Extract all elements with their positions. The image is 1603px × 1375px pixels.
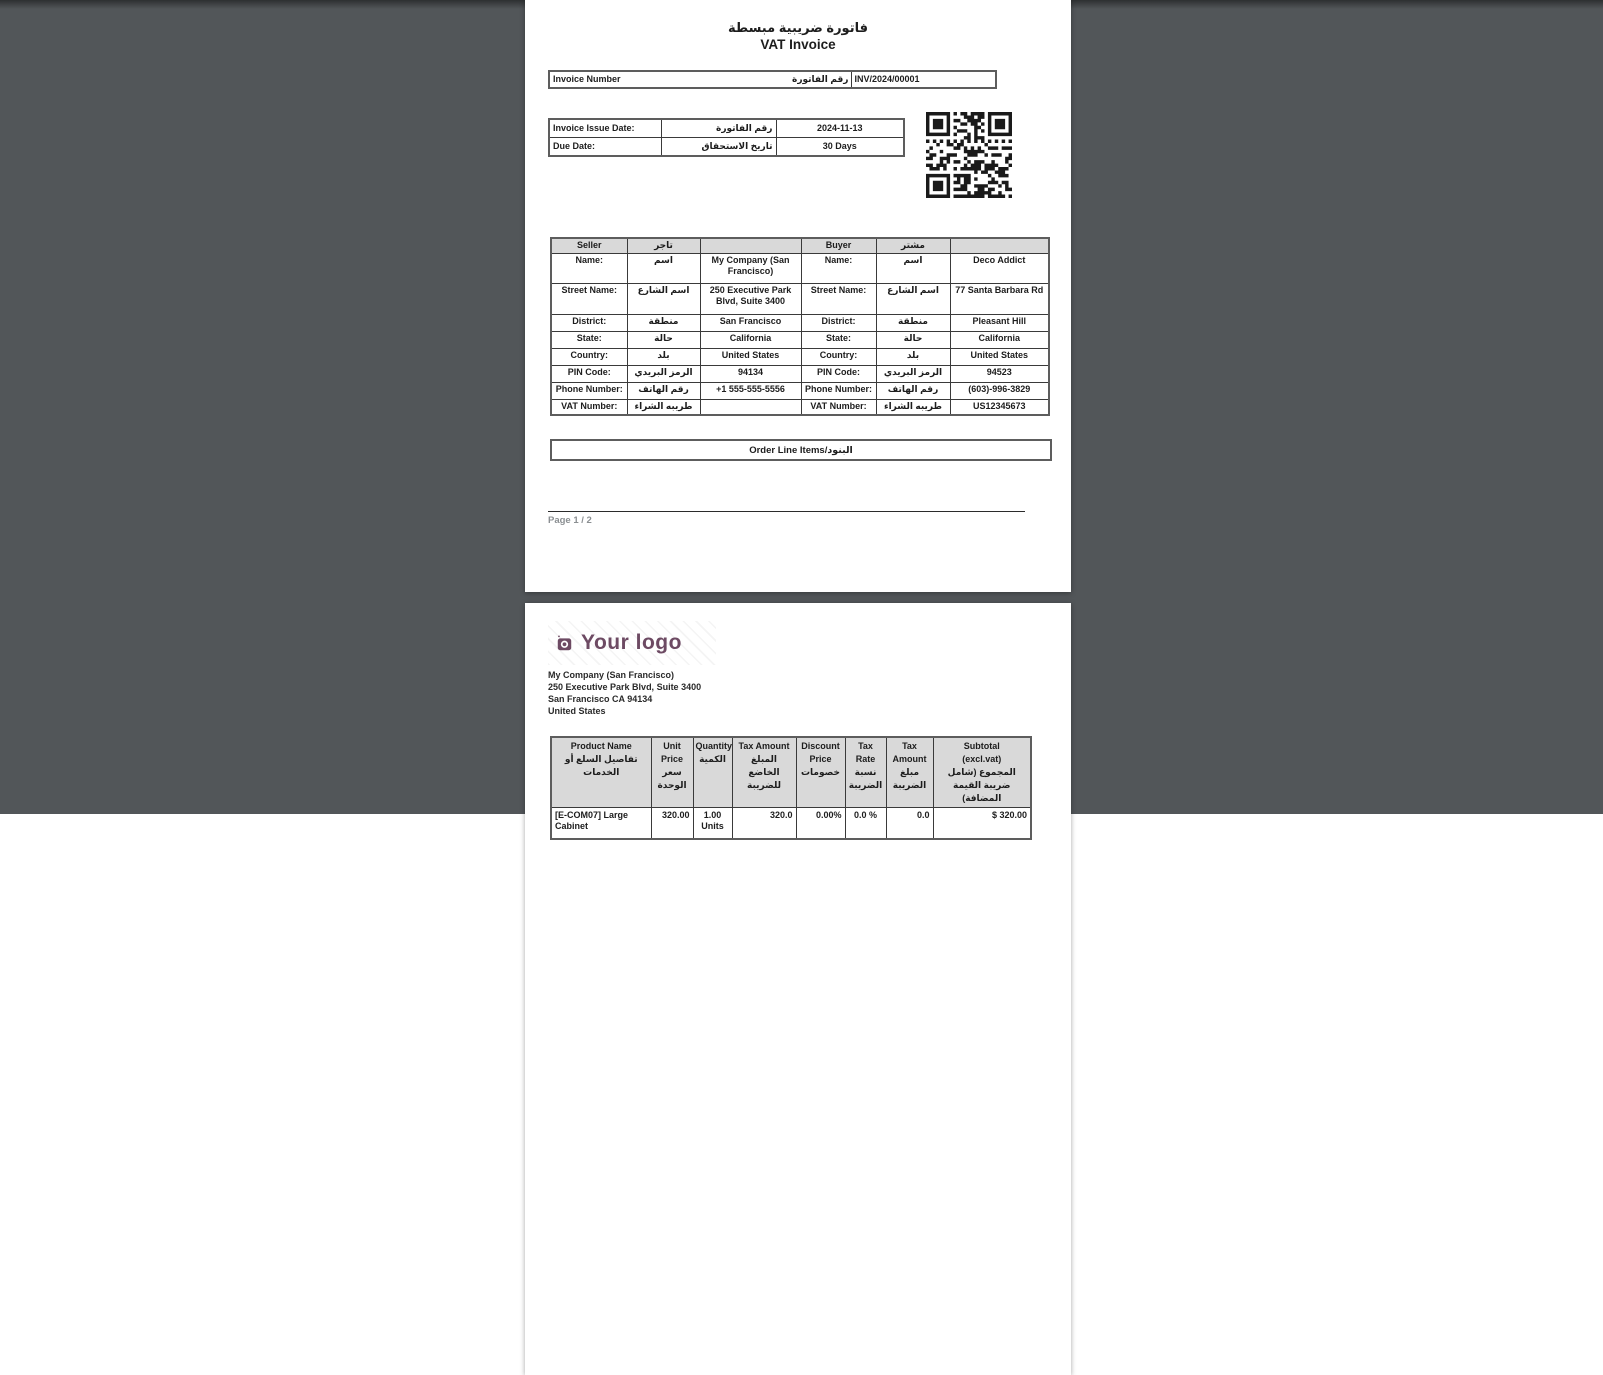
party-label: Name: [801,253,876,283]
party-label: Name: [551,253,627,283]
buyer-header-en: Buyer [801,238,876,253]
party-row-pin [551,365,1049,382]
line-product: [E-COM07] Large Cabinet [551,808,651,840]
party-header-row [551,238,1049,253]
seller-value [700,399,801,415]
line-unit-price: 320.00 [651,808,693,840]
seller-value: +1 555-555-5556 [700,382,801,399]
order-line-row [551,808,1031,840]
party-label-ar: الرمز البريدي [876,365,950,382]
seller-value: My Company (San Francisco) [700,253,801,283]
pdf-page-1 [525,0,1071,592]
party-label-ar: طريبه الشراء [627,399,700,415]
order-line-items-header: Order Line Items/البنود [550,439,1052,461]
issue-date-label-en: Invoice Issue Date: [549,119,661,138]
buyer-value: Deco Addict [950,253,1049,283]
seller-header-ar: تاجر [627,238,700,253]
col-subtotal: Subtotal (excl.vat) المجموع (شامل ضريبة القيمة المضافة) [933,737,1031,808]
due-date-label-en: Due Date: [549,138,661,157]
party-label: VAT Number: [801,399,876,415]
seller-header-spacer [700,238,801,253]
buyer-value: California [950,331,1049,348]
party-label: District: [551,314,627,331]
party-row-street [551,283,1049,314]
party-label: Street Name: [551,283,627,314]
col-discount-price: Discount Price خصومات [796,737,845,808]
due-date-row [549,138,904,157]
buyer-header-spacer [950,238,1049,253]
seller-value: 94134 [700,365,801,382]
party-label: Street Name: [801,283,876,314]
company-address-block [548,669,701,717]
invoice-dates-table [548,118,905,157]
party-row-name [551,253,1049,283]
party-label-ar: حالة [627,331,700,348]
buyer-value: 94523 [950,365,1049,382]
party-label-ar: طريبه الشراء [876,399,950,415]
party-label: Country: [551,348,627,365]
buyer-value: (603)-996-3829 [950,382,1049,399]
col-unit-price: Unit Price سعر الوحدة [651,737,693,808]
party-label-ar: منطقة [627,314,700,331]
line-tax-rate: 0.0 % [845,808,886,840]
party-label: PIN Code: [801,365,876,382]
party-label-ar: اسم [627,253,700,283]
line-tax-amount: 0.0 [886,808,933,840]
col-tax-rate: Tax Rate نسبة الضريبة [845,737,886,808]
logo-text: Your logo [581,631,682,654]
party-label: PIN Code: [551,365,627,382]
party-label-ar: منطقة [876,314,950,331]
company-logo [548,621,716,665]
line-quantity: 1.00 Units [693,808,732,840]
buyer-header-ar: مشتر [876,238,950,253]
party-row-vat [551,399,1049,415]
buyer-value: United States [950,348,1049,365]
party-label: Phone Number: [551,382,627,399]
party-label-ar: الرمز البريدي [627,365,700,382]
buyer-value: Pleasant Hill [950,314,1049,331]
party-label: District: [801,314,876,331]
party-label-ar: رقم الهاتف [876,382,950,399]
invoice-number-label-ar: رقم الفاتورة [792,73,849,84]
seller-value: 250 Executive Park Blvd, Suite 3400 [700,283,801,314]
due-date-label-ar: تاريخ الاستحقاق [661,138,776,157]
party-label: Country: [801,348,876,365]
party-label-ar: بلد [627,348,700,365]
buyer-value: US12345673 [950,399,1049,415]
issue-date-label-ar: رقم الفاتورة [661,119,776,138]
order-lines-header-row [551,737,1031,808]
party-label-ar: رقم الهاتف [627,382,700,399]
party-label-ar: بلد [876,348,950,365]
invoice-number-table [548,70,997,89]
footer-divider [548,511,1025,512]
party-label: State: [801,331,876,348]
page-number-indicator: Page 1 / 2 [548,515,592,526]
pdf-page-2 [525,603,1071,1375]
seller-value: San Francisco [700,314,801,331]
issue-date-value: 2024-11-13 [776,119,904,138]
party-label-ar: اسم [876,253,950,283]
party-label-ar: حالة [876,331,950,348]
party-label: VAT Number: [551,399,627,415]
company-country: United States [548,706,606,716]
col-taxable-amount: Tax Amount المبلغ الخاضع للضريبة [732,737,796,808]
party-row-country [551,348,1049,365]
col-quantity: Quantity الكمية [693,737,732,808]
seller-value: California [700,331,801,348]
col-product-name: Product Name تفاصيل السلع أو الخدمات [551,737,651,808]
qr-code [926,112,1012,198]
party-row-district [551,314,1049,331]
issue-date-row [549,119,904,138]
due-date-value: 30 Days [776,138,904,157]
party-label: State: [551,331,627,348]
order-lines-table [550,736,1032,840]
party-label: Phone Number: [801,382,876,399]
line-discount: 0.00% [796,808,845,840]
invoice-number-label-cell [549,71,851,88]
seller-header-en: Seller [551,238,627,253]
seller-buyer-table [550,237,1050,416]
invoice-number-label-en: Invoice Number [553,73,621,84]
line-taxable-amount: 320.0 [732,808,796,840]
company-city: San Francisco CA 94134 [548,694,653,704]
line-subtotal: $ 320.00 [933,808,1031,840]
company-street: 250 Executive Park Blvd, Suite 3400 [548,682,702,692]
invoice-number-value: INV/2024/00001 [851,71,996,88]
party-label-ar: اسم الشارع [627,283,700,314]
invoice-title-arabic: فاتورة ضريبية مبسطة [728,20,868,35]
company-name: My Company (San Francisco) [548,670,675,680]
party-label-ar: اسم الشارع [876,283,950,314]
party-row-state [551,331,1049,348]
col-tax-amount: Tax Amount مبلغ الضريبة [886,737,933,808]
party-row-phone [551,382,1049,399]
invoice-title-english: VAT Invoice [760,37,836,52]
camera-icon [555,634,574,653]
seller-value: United States [700,348,801,365]
buyer-value: 77 Santa Barbara Rd [950,283,1049,314]
